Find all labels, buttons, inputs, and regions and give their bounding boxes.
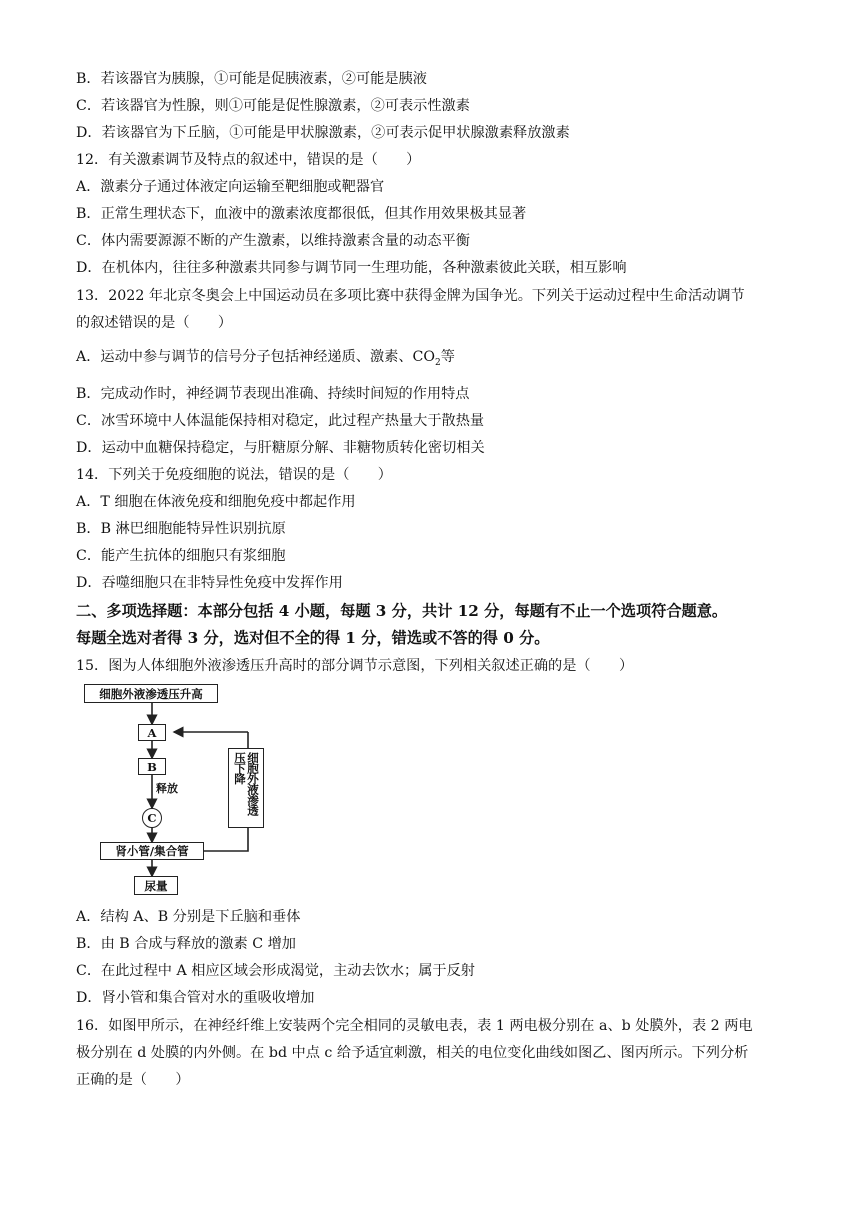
box-b: B xyxy=(138,758,166,775)
q12-option-b: B．正常生理状态下，血液中的激素浓度都很低，但其作用效果极其显著 xyxy=(76,206,527,222)
q12-option-d: D．在机体内，往往多种激素共同参与调节同一生理功能，各种激素彼此关联，相互影响 xyxy=(76,260,627,276)
q14-stem: 14．下列关于免疫细胞的说法，错误的是（ ） xyxy=(76,467,392,483)
q15-option-a: A．结构 A、B 分别是下丘脑和垂体 xyxy=(76,909,301,925)
q15-option-b: B．由 B 合成与释放的激素 C 增加 xyxy=(76,936,296,952)
q14-option-c: C．能产生抗体的细胞只有浆细胞 xyxy=(76,548,286,564)
top-box: 细胞外液渗透压升高 xyxy=(84,684,218,703)
q13-stem-1: 13．2022 年北京冬奥会上中国运动员在多项比赛中获得金牌为国争光。下列关于运动过程中生命活动调节 xyxy=(76,288,745,304)
box-a: A xyxy=(138,724,166,741)
q12-stem: 12．有关激素调节及特点的叙述中，错误的是（ ） xyxy=(76,152,421,168)
section-heading-2: 每题全选对者得 3 分，选对但不全的得 1 分，错选或不答的得 0 分。 xyxy=(76,629,550,647)
side-box: 细胞外液渗透压下降 xyxy=(228,748,264,828)
q13-option-a-suffix: 等 xyxy=(440,349,455,365)
q12-option-c: C．体内需要源源不断的产生激素，以维持激素含量的动态平衡 xyxy=(76,233,470,249)
release-label: 释放 xyxy=(156,782,178,795)
q15-option-d: D．肾小管和集合管对水的重吸收增加 xyxy=(76,990,315,1006)
q13-option-c: C．冰雪环境中人体温能保持相对稳定，此过程产热量大于散热量 xyxy=(76,413,485,429)
q11-option-c: C．若该器官为性腺，则①可能是促性腺激素，②可表示性激素 xyxy=(76,98,470,114)
q14-option-a: A．T 细胞在体液免疫和细胞免疫中都起作用 xyxy=(76,494,356,510)
q13-stem-2: 的叙述错误的是（ ） xyxy=(76,315,233,331)
q15-option-c: C．在此过程中 A 相应区域会形成渴觉，主动去饮水；属于反射 xyxy=(76,963,475,979)
q15-stem: 15．图为人体细胞外液渗透压升高时的部分调节示意图，下列相关叙述正确的是（ ） xyxy=(76,658,634,674)
q11-option-b: B．若该器官为胰腺，①可能是促胰液素，②可能是胰液 xyxy=(76,71,427,87)
q13-option-a xyxy=(76,347,455,373)
q16-stem-3: 正确的是（ ） xyxy=(76,1072,190,1088)
q16-stem-2: 极分别在 d 处膜的内外侧。在 bd 中点 c 给予适宜刺激，相关的电位变化曲线如图乙、图丙所示。下列分析 xyxy=(76,1045,749,1061)
q13-option-b: B．完成动作时，神经调节表现出准确、持续时间短的作用特点 xyxy=(76,386,470,402)
urine-box: 尿量 xyxy=(134,876,178,895)
q16-stem-1: 16．如图甲所示，在神经纤维上安装两个完全相同的灵敏电表，表 1 两电极分别在 a、b 处膜外，表 2 两电 xyxy=(76,1018,753,1034)
q13-option-a-text: A．运动中参与调节的信号分子包括神经递质、激素、CO xyxy=(76,349,436,365)
q13-option-d: D．运动中血糖保持稳定，与肝糖原分解、非糖物质转化密切相关 xyxy=(76,440,485,456)
q14-option-d: D．吞噬细胞只在非特异性免疫中发挥作用 xyxy=(76,575,343,591)
osmotic-regulation-diagram xyxy=(76,680,276,905)
section-heading-1: 二、多项选择题：本部分包括 4 小题，每题 3 分，共计 12 分，每题有不止一个选项符合题意。 xyxy=(76,602,728,620)
circle-c: C xyxy=(142,808,162,828)
co2-subscript: 2 xyxy=(435,357,441,368)
q11-option-d: D．若该器官为下丘脑，①可能是甲状腺激素，②可表示促甲状腺激素释放激素 xyxy=(76,125,570,141)
q12-option-a: A．激素分子通过体液定向运输至靶细胞或靶器官 xyxy=(76,179,385,195)
q14-option-b: B．B 淋巴细胞能特异性识别抗原 xyxy=(76,521,286,537)
kidney-box: 肾小管/集合管 xyxy=(100,842,204,860)
